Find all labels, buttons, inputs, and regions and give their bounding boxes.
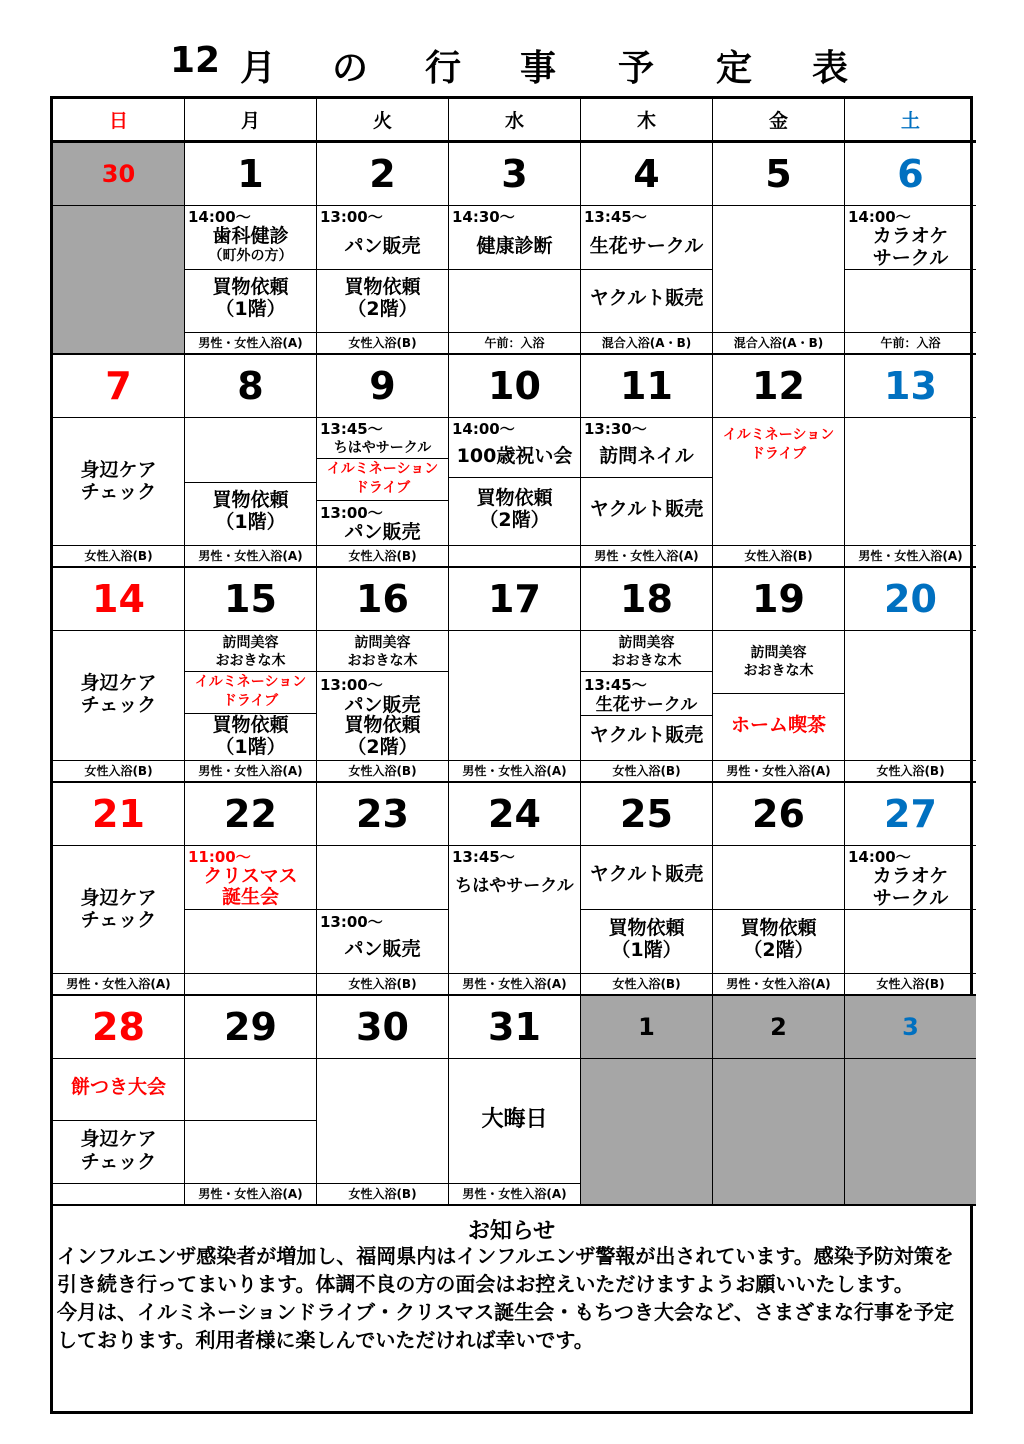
event-label: カラオケ [872, 865, 949, 887]
day-cell [185, 355, 317, 568]
event-label: 生花サークル [589, 235, 704, 257]
day-cell [845, 355, 976, 568]
weekday-wednesday: 水 [449, 99, 581, 143]
day-cell [713, 996, 845, 1206]
bath-schedule: 男性・女性入浴(A) [449, 760, 580, 781]
event-label: サークル [872, 247, 949, 269]
day-number: 27 [884, 792, 937, 836]
bath-schedule: 男性・女性入浴(A) [449, 973, 580, 994]
event-note: （2階） [479, 509, 550, 531]
bath-schedule: 女性入浴(B) [53, 760, 184, 781]
day-cell [53, 568, 185, 783]
day-number: 12 [752, 364, 805, 408]
day-cell [317, 568, 449, 783]
bath-schedule: 女性入浴(B) [53, 545, 184, 566]
day-cell [449, 355, 581, 568]
weekday-monday: 月 [185, 99, 317, 143]
title-char: 予 [618, 48, 655, 89]
event-label: 身辺ケア [80, 1128, 157, 1150]
event-label: イルミネーション [194, 674, 307, 690]
event-label: 歯科健診 [212, 225, 289, 247]
day-cell [713, 568, 845, 783]
event-label: 買物依頼 [476, 487, 553, 509]
event-time: 13:00～ [320, 676, 383, 694]
event-label: チェック [80, 1151, 157, 1173]
bath-schedule: 午前：入浴 [449, 332, 580, 353]
bath-schedule: 男性・女性入浴(A) [185, 760, 316, 781]
event-time: 14:00～ [452, 420, 515, 438]
bath-schedule: 女性入浴(B) [581, 973, 712, 994]
bath-schedule: 女性入浴(B) [317, 332, 448, 353]
day-number: 19 [752, 577, 805, 621]
bath-schedule: 男性・女性入浴(A) [185, 1183, 316, 1204]
day-number: 20 [884, 577, 937, 621]
event-label: ヤクルト販売 [589, 863, 704, 885]
event-label: 買物依頼 [740, 917, 817, 939]
day-cell [185, 783, 317, 996]
event-label: ヤクルト販売 [589, 287, 704, 309]
day-number: 23 [356, 792, 409, 836]
event-note: （2階） [347, 298, 418, 320]
title-char: 月 [240, 48, 277, 89]
day-number: 10 [488, 364, 541, 408]
title-char: 事 [520, 48, 557, 89]
day-cell [317, 996, 449, 1206]
weekday-saturday: 土 [845, 99, 976, 143]
title-char: 行 [425, 48, 462, 89]
day-number: 17 [488, 577, 541, 621]
day-cell [185, 568, 317, 783]
event-label: チェック [80, 909, 157, 931]
day-cell [845, 568, 976, 783]
day-number: 22 [224, 792, 277, 836]
day-number: 1 [237, 152, 264, 196]
event-label: 買物依頼 [212, 276, 289, 298]
bath-schedule: 女性入浴(B) [581, 760, 712, 781]
page-title [140, 30, 880, 100]
calendar-grid [53, 99, 970, 1206]
event-label: おおきな木 [611, 653, 682, 669]
day-cell [53, 996, 185, 1206]
notice-paragraph: インフルエンザ感染者が増加し、福岡県内はインフルエンザ警報が出されています。感染予防対策を引き続き行ってまいります。体調不良の方の面会はお控えいただけますようお願いいたします。 [57, 1244, 954, 1296]
bath-schedule: 女性入浴(B) [845, 760, 976, 781]
event-label: おおきな木 [347, 653, 418, 669]
day-cell [317, 355, 449, 568]
day-number: 14 [92, 577, 145, 621]
day-cell [581, 996, 713, 1206]
day-number: 5 [765, 152, 792, 196]
weekday-thursday: 木 [581, 99, 713, 143]
event-note: （2階） [743, 939, 814, 961]
bath-schedule [53, 1183, 184, 1204]
day-cell [845, 143, 976, 355]
event-label: クリスマス [203, 865, 298, 887]
day-number: 30 [101, 160, 136, 188]
event-label: 訪問ネイル [599, 445, 694, 467]
day-cell [449, 783, 581, 996]
bath-schedule: 女性入浴(B) [317, 760, 448, 781]
bath-schedule: 男性・女性入浴(A) [845, 545, 976, 566]
bath-schedule: 混合入浴(A・B) [581, 332, 712, 353]
day-number: 2 [770, 1013, 787, 1041]
event-label: チェック [80, 481, 157, 503]
event-label: ドライブ [354, 480, 411, 496]
day-cell [317, 783, 449, 996]
notice-body [57, 1242, 962, 1354]
bath-schedule: 女性入浴(B) [713, 545, 844, 566]
bath-schedule: 女性入浴(B) [845, 973, 976, 994]
day-cell [581, 143, 713, 355]
event-note: （1階） [611, 939, 682, 961]
day-cell [713, 143, 845, 355]
title-char: 定 [716, 48, 753, 89]
event-note: （1階） [215, 298, 286, 320]
notice-paragraph: 今月は、イルミネーションドライブ・クリスマス誕生会・もちつき大会など、さまざまな行事を予定しております。利用者様に楽しんでいただければ幸いです。 [57, 1300, 954, 1352]
day-cell [845, 783, 976, 996]
day-number: 15 [224, 577, 277, 621]
notice-section [53, 1206, 970, 1411]
day-cell [845, 996, 976, 1206]
day-cell [581, 783, 713, 996]
day-cell [581, 568, 713, 783]
day-number: 29 [224, 1005, 277, 1049]
day-cell [449, 996, 581, 1206]
event-time: 14:00～ [188, 208, 251, 226]
day-cell [581, 355, 713, 568]
calendar-frame [50, 96, 973, 1414]
event-time: 13:00～ [320, 913, 383, 931]
weekday-sunday: 日 [53, 99, 185, 143]
day-cell [449, 568, 581, 783]
day-number: 7 [105, 364, 132, 408]
day-number: 9 [369, 364, 396, 408]
bath-schedule: 混合入浴(A・B) [713, 332, 844, 353]
day-cell [53, 783, 185, 996]
bath-schedule: 男性・女性入浴(A) [185, 332, 316, 353]
event-label: 身辺ケア [80, 459, 157, 481]
bath-schedule: 女性入浴(B) [317, 973, 448, 994]
day-number: 6 [897, 152, 924, 196]
event-label: おおきな木 [215, 653, 286, 669]
event-time: 13:45～ [320, 420, 383, 438]
event-label: 100歳祝い会 [456, 445, 573, 467]
bath-schedule: 女性入浴(B) [317, 1183, 448, 1204]
day-cell [449, 143, 581, 355]
event-note: （町外の方） [208, 248, 293, 264]
event-label: ドライブ [222, 693, 279, 709]
event-label: 健康診断 [476, 235, 553, 257]
day-number: 24 [488, 792, 541, 836]
day-number: 25 [620, 792, 673, 836]
event-label: ちはやサークル [333, 440, 432, 456]
event-time: 13:45～ [584, 208, 647, 226]
title-char: 表 [812, 48, 849, 89]
event-label: 買物依頼 [212, 489, 289, 511]
day-number: 21 [92, 792, 145, 836]
day-number: 16 [356, 577, 409, 621]
day-number: 11 [620, 364, 673, 408]
day-number: 1 [638, 1013, 655, 1041]
bath-schedule: 男性・女性入浴(A) [581, 545, 712, 566]
event-label: 餅つき大会 [70, 1076, 166, 1098]
event-time: 13:45～ [584, 676, 647, 694]
title-char: の [332, 48, 369, 89]
day-cell [53, 143, 185, 355]
day-number: 28 [92, 1005, 145, 1049]
weekday-tuesday: 火 [317, 99, 449, 143]
event-label: 誕生会 [221, 886, 279, 908]
event-label: カラオケ [872, 225, 949, 247]
event-label: 訪問美容 [750, 645, 807, 661]
event-label: 訪問美容 [618, 635, 675, 651]
bath-schedule: 男性・女性入浴(A) [713, 760, 844, 781]
event-note: （1階） [215, 511, 286, 533]
event-label: パン販売 [344, 521, 421, 543]
day-number: 3 [902, 1013, 919, 1041]
event-label: 身辺ケア [80, 887, 157, 909]
event-time: 13:45～ [452, 848, 515, 866]
event-label: パン販売 [344, 694, 421, 716]
day-number: 8 [237, 364, 264, 408]
day-number: 2 [369, 152, 396, 196]
day-cell [185, 143, 317, 355]
bath-schedule [449, 545, 580, 566]
event-time: 14:30～ [452, 208, 515, 226]
event-label: 買物依頼 [212, 714, 289, 736]
weekday-friday: 金 [713, 99, 845, 143]
day-number: 3 [501, 152, 528, 196]
event-time: 13:30～ [584, 420, 647, 438]
event-label: 大晦日 [481, 1107, 548, 1132]
event-time: 13:00～ [320, 208, 383, 226]
title-char: 12 [170, 40, 221, 81]
event-time: 11:00～ [188, 848, 251, 866]
day-number: 26 [752, 792, 805, 836]
day-cell [185, 996, 317, 1206]
event-note: （1階） [215, 736, 286, 758]
day-number: 31 [488, 1005, 541, 1049]
event-label: サークル [872, 887, 949, 909]
event-label: 生花サークル [595, 695, 698, 715]
event-label: 買物依頼 [344, 714, 421, 736]
bath-schedule: 男性・女性入浴(A) [185, 545, 316, 566]
notice-title: お知らせ [467, 1219, 556, 1244]
bath-schedule: 午前：入浴 [845, 332, 976, 353]
event-label: ヤクルト販売 [589, 498, 704, 520]
event-label: イルミネーション [722, 427, 835, 443]
bath-schedule: 男性・女性入浴(A) [53, 973, 184, 994]
day-number: 13 [884, 364, 937, 408]
day-cell [713, 783, 845, 996]
day-number: 18 [620, 577, 673, 621]
event-label: パン販売 [344, 938, 421, 960]
event-label: ホーム喫茶 [730, 714, 826, 736]
event-label: パン販売 [344, 235, 421, 257]
event-time: 14:00～ [848, 208, 911, 226]
event-label: 訪問美容 [222, 635, 279, 651]
event-label: ドライブ [750, 446, 807, 462]
bath-schedule: 男性・女性入浴(A) [713, 973, 844, 994]
event-label: イルミネーション [326, 461, 439, 477]
bath-schedule: 男性・女性入浴(A) [449, 1183, 580, 1204]
event-time: 13:00～ [320, 504, 383, 522]
event-label: ちはやサークル [455, 876, 574, 896]
event-time: 14:00～ [848, 848, 911, 866]
bath-schedule [185, 973, 316, 994]
day-cell [713, 355, 845, 568]
event-label: 買物依頼 [608, 917, 685, 939]
event-label: 身辺ケア [80, 672, 157, 694]
day-cell [317, 143, 449, 355]
event-note: （2階） [347, 736, 418, 758]
event-label: ヤクルト販売 [589, 724, 704, 746]
event-label: 訪問美容 [354, 635, 411, 651]
event-label: チェック [80, 694, 157, 716]
event-label: 買物依頼 [344, 276, 421, 298]
bath-schedule: 女性入浴(B) [317, 545, 448, 566]
day-number: 30 [356, 1005, 409, 1049]
day-number: 4 [633, 152, 660, 196]
day-cell [53, 355, 185, 568]
event-label: おおきな木 [743, 663, 814, 679]
